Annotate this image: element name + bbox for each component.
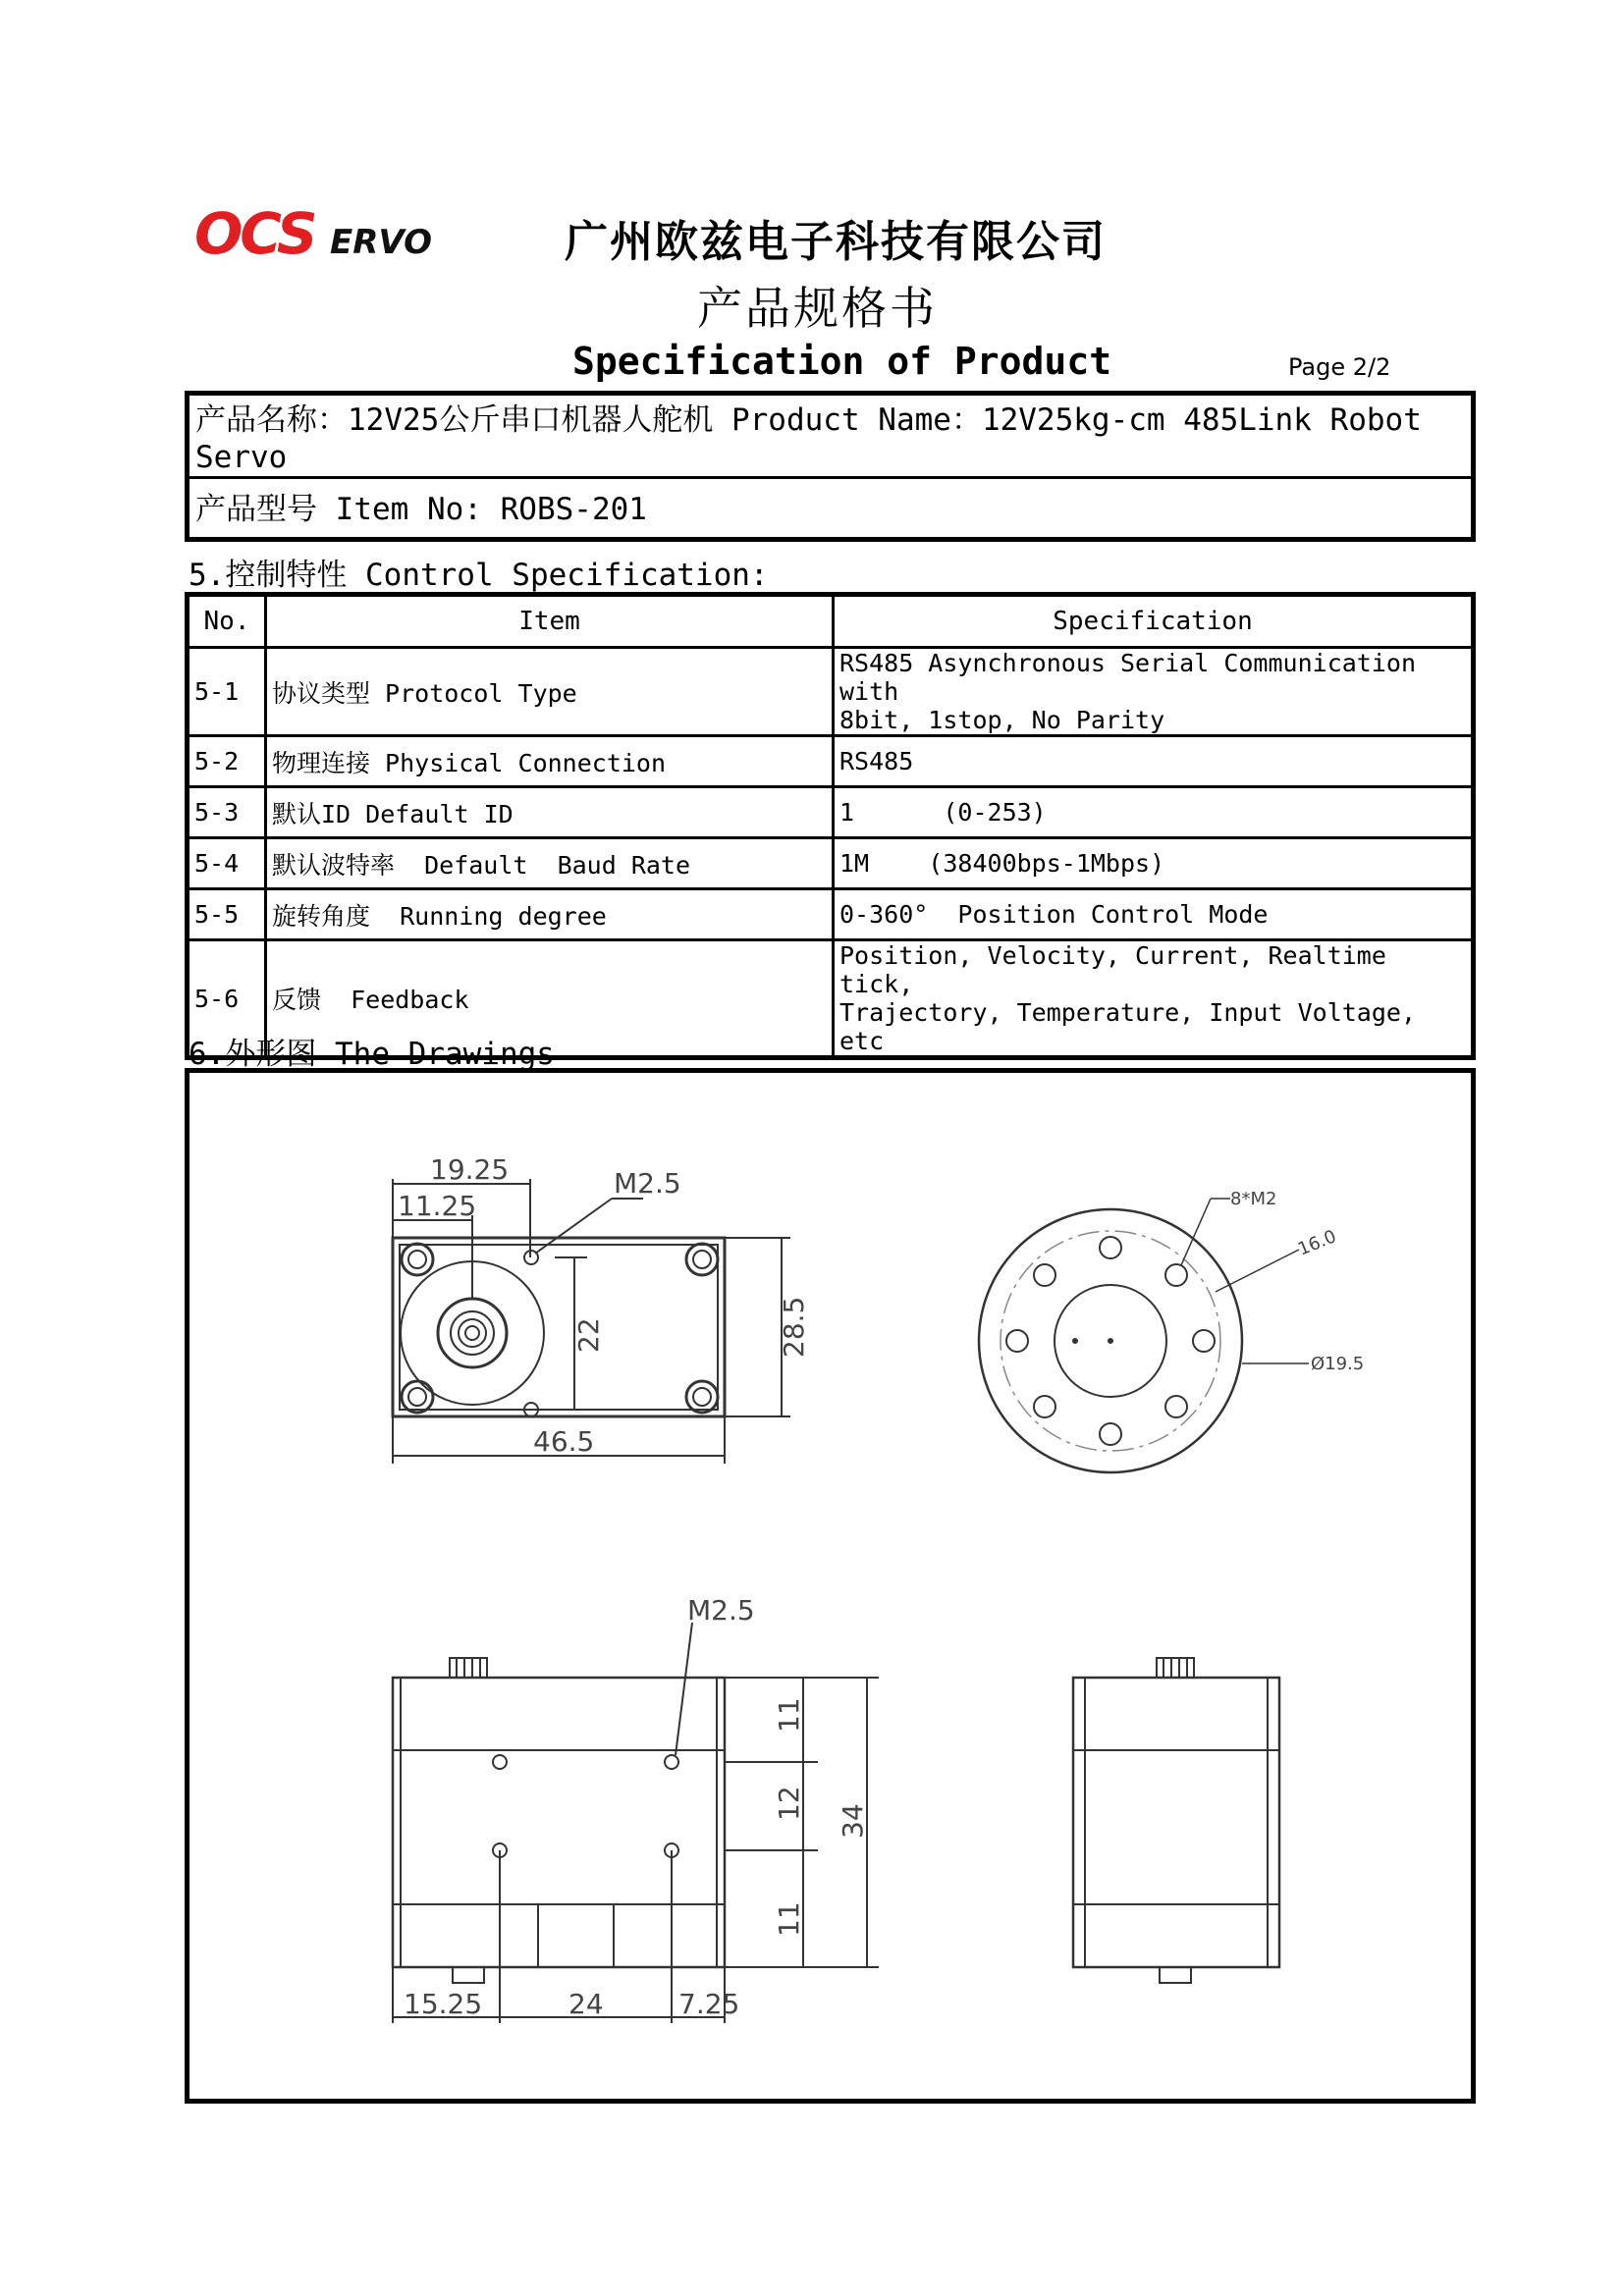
dim-side-h2: 12 xyxy=(773,1786,805,1821)
company-name: 广州欧兹电子科技有限公司 xyxy=(565,217,1107,267)
dim-top-width-outer: 19.25 xyxy=(430,1153,510,1186)
row-spec xyxy=(834,648,1474,736)
dim-round-pcd: 16.0 xyxy=(1295,1226,1340,1260)
product-name-box xyxy=(185,391,1476,479)
doc-title-en: Specification of Product xyxy=(572,340,1112,383)
row-no: 5-4 xyxy=(188,838,266,889)
svg-text:OCS: OCS xyxy=(194,204,315,263)
product-name-line2: Servo xyxy=(195,440,288,475)
svg-text:ERVO: ERVO xyxy=(330,223,433,262)
drawing-section-title: 6.外形图 The Drawings xyxy=(189,1037,555,1072)
item-no: 产品型号 Item No: ROBS-201 xyxy=(195,492,647,527)
row-spec xyxy=(834,940,1474,1058)
dim-top-length: 46.5 xyxy=(533,1425,595,1458)
dim-round-dia: Ø19.5 xyxy=(1311,1354,1365,1374)
dim-side-l3: 7.25 xyxy=(678,1988,740,2020)
row-spec: 1 (0-253) xyxy=(834,787,1474,838)
product-name-line1: 产品名称：12V25公斤串口机器人舵机 Product Name：12V25kg-cm 485Link Robot xyxy=(195,402,1422,438)
technical-drawing xyxy=(189,1073,1471,2099)
dim-side-screw: M2.5 xyxy=(687,1594,755,1627)
row-item: 默认波特率 Default Baud Rate xyxy=(266,838,834,889)
corner-screw-icon xyxy=(402,1244,718,1413)
table-row xyxy=(188,838,1474,889)
table-header-row xyxy=(188,595,1474,648)
row-no: 5-6 xyxy=(188,940,266,1058)
row-item: 默认ID Default ID xyxy=(266,787,834,838)
row-no: 5-3 xyxy=(188,787,266,838)
table-row xyxy=(188,736,1474,787)
row-spec: 0-360° Position Control Mode xyxy=(834,889,1474,940)
control-spec-table xyxy=(185,592,1476,1060)
control-section-title: 5.控制特性 Control Specification: xyxy=(189,558,769,593)
dim-top-hole-spacing: 22 xyxy=(572,1317,605,1353)
doc-title-cn: 产品规格书 xyxy=(697,282,938,335)
item-no-box xyxy=(185,476,1476,542)
row-spec-line2: Trajectory, Temperature, Input Voltage, etc xyxy=(839,998,1416,1055)
dim-side-total: 34 xyxy=(837,1803,869,1839)
row-no: 5-1 xyxy=(188,648,266,736)
row-spec-line1: Position, Velocity, Current, Realtime tick, xyxy=(839,941,1386,998)
dim-side-h3: 11 xyxy=(773,1901,805,1937)
side-view xyxy=(393,1623,879,2023)
dim-top-screw: M2.5 xyxy=(614,1167,681,1200)
row-spec: RS485 xyxy=(834,736,1474,787)
row-spec: 1M (38400bps-1Mbps) xyxy=(834,838,1474,889)
row-no: 5-2 xyxy=(188,736,266,787)
table-row xyxy=(188,787,1474,838)
end-view xyxy=(1073,1658,1279,1983)
page-number: Page 2/2 xyxy=(1288,353,1391,381)
dim-top-height: 28.5 xyxy=(778,1296,810,1358)
row-no: 5-5 xyxy=(188,889,266,940)
dim-side-l1: 15.25 xyxy=(404,1988,483,2020)
dim-top-width-inner: 11.25 xyxy=(398,1190,477,1222)
dim-round-screws: 8*M2 xyxy=(1230,1189,1277,1209)
col-item-header: Item xyxy=(266,595,834,648)
ocservo-logo xyxy=(194,204,460,263)
row-item: 协议类型 Protocol Type xyxy=(266,648,834,736)
col-spec-header: Specification xyxy=(834,595,1474,648)
dim-side-l2: 24 xyxy=(568,1988,604,2020)
row-item: 旋转角度 Running degree xyxy=(266,889,834,940)
row-item: 反馈 Feedback xyxy=(266,940,834,1058)
dim-side-h1: 11 xyxy=(773,1697,805,1733)
row-item: 物理连接 Physical Connection xyxy=(266,736,834,787)
col-no-header: No. xyxy=(188,595,266,648)
table-row xyxy=(188,889,1474,940)
round-view xyxy=(979,1199,1309,1472)
row-spec-line1: RS485 Asynchronous Serial Communication with xyxy=(839,649,1416,706)
table-row xyxy=(188,648,1474,736)
row-spec-line2: 8bit, 1stop, No Parity xyxy=(839,706,1165,734)
drawing-frame xyxy=(185,1068,1476,2104)
